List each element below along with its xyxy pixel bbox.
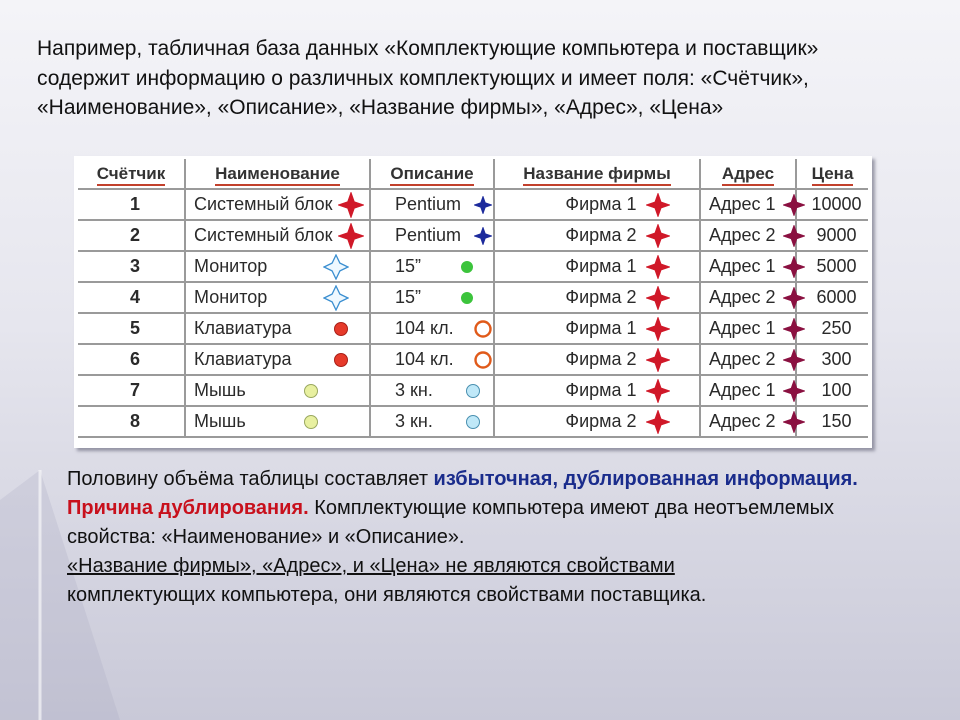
- header-address: Адрес: [700, 159, 796, 189]
- cell-description: 3 кн.: [370, 375, 494, 406]
- red-star-marker: [338, 192, 364, 218]
- cell-name: Системный блок: [185, 189, 370, 220]
- cell-address: Адрес 2: [700, 406, 796, 437]
- properties-underlined: «Название фирмы», «Адрес», и «Цена» не являются свойствами: [67, 555, 675, 577]
- table-row: [78, 282, 868, 313]
- green-dot-marker: [460, 291, 474, 305]
- cell-description: 104 кл.: [370, 344, 494, 375]
- table-row: [78, 313, 868, 344]
- cell-firm: Фирма 2: [494, 282, 700, 313]
- red-dot-marker: [333, 321, 349, 337]
- cell-firm: Фирма 1: [494, 251, 700, 282]
- redundancy-line: Половину объёма таблицы составляет избыточная, дублированная информация.: [67, 468, 858, 490]
- table-row: [78, 220, 868, 251]
- orange-ring-marker: [474, 320, 492, 338]
- cyan-dot-marker: [465, 383, 481, 399]
- cell-counter: 8: [78, 406, 185, 437]
- cell-address: Адрес 2: [700, 344, 796, 375]
- cell-firm: Фирма 2: [494, 344, 700, 375]
- cell-name: Системный блок: [185, 220, 370, 251]
- yellow-dot-marker: [303, 383, 319, 399]
- cell-firm: Фирма 1: [494, 313, 700, 344]
- cell-address: Адрес 1: [700, 189, 796, 220]
- header-firm: Название фирмы: [494, 159, 700, 189]
- redundancy-highlight: избыточная, дублированная информация.: [433, 468, 858, 490]
- cell-firm: Фирма 2: [494, 220, 700, 251]
- table-row: [78, 251, 868, 282]
- red-star-marker: [646, 224, 670, 248]
- explanation-block: [67, 465, 887, 610]
- header-price: Цена: [796, 159, 868, 189]
- reason-line: Причина дублирования. Комплектующие компьютера имеют два неотъемлемых свойства: «Наименование» и «Описание».: [67, 497, 834, 548]
- cell-price: 300: [796, 344, 868, 375]
- cell-price: 250: [796, 313, 868, 344]
- red-star-marker: [646, 317, 670, 341]
- yellow-dot-marker: [303, 414, 319, 430]
- cell-address: Адрес 1: [700, 251, 796, 282]
- cell-price: 150: [796, 406, 868, 437]
- table-row: [78, 375, 868, 406]
- header-description: Описание: [370, 159, 494, 189]
- header-counter: Счётчик: [78, 159, 185, 189]
- blue-star-marker: [474, 227, 492, 245]
- cell-price: 10000: [796, 189, 868, 220]
- cell-counter: 1: [78, 189, 185, 220]
- table-row: [78, 406, 868, 437]
- red-dot-marker: [333, 352, 349, 368]
- cell-description: 15”: [370, 251, 494, 282]
- cell-address: Адрес 2: [700, 282, 796, 313]
- cell-description: 104 кл.: [370, 313, 494, 344]
- blue-star-marker: [474, 196, 492, 214]
- cell-address: Адрес 1: [700, 375, 796, 406]
- cell-name: Монитор: [185, 282, 370, 313]
- cell-firm: Фирма 1: [494, 189, 700, 220]
- cell-price: 5000: [796, 251, 868, 282]
- cell-counter: 3: [78, 251, 185, 282]
- properties-line: «Название фирмы», «Адрес», и «Цена» не являются свойствами комплектующих компьютера, они являются свойствами поставщика.: [67, 555, 707, 606]
- cell-name: Клавиатура: [185, 344, 370, 375]
- cell-address: Адрес 1: [700, 313, 796, 344]
- cell-name: Монитор: [185, 251, 370, 282]
- cell-name: Клавиатура: [185, 313, 370, 344]
- cyan-dot-marker: [465, 414, 481, 430]
- red-star-marker: [646, 348, 670, 372]
- cell-description: Pentium: [370, 220, 494, 251]
- red-star-marker: [338, 223, 364, 249]
- cell-price: 6000: [796, 282, 868, 313]
- table-header-row: [78, 159, 868, 189]
- cell-firm: Фирма 1: [494, 375, 700, 406]
- intro-paragraph: Например, табличная база данных «Комплектующие компьютера и поставщик» содержит информацию о различных комплектующих и имеет поля: «Счётчик», «Наименование», «Описание», «Название фирмы», «Адрес», «Цена»: [37, 37, 819, 119]
- cell-counter: 2: [78, 220, 185, 251]
- green-dot-marker: [460, 260, 474, 274]
- blue-outline-star-marker: [323, 254, 349, 280]
- header-name: Наименование: [185, 159, 370, 189]
- orange-ring-marker: [474, 351, 492, 369]
- cell-counter: 6: [78, 344, 185, 375]
- cell-description: 15”: [370, 282, 494, 313]
- components-table: [74, 156, 872, 448]
- table-row: [78, 344, 868, 375]
- cell-description: 3 кн.: [370, 406, 494, 437]
- red-star-marker: [646, 410, 670, 434]
- cell-description: Pentium: [370, 189, 494, 220]
- red-star-marker: [646, 379, 670, 403]
- red-star-marker: [646, 255, 670, 279]
- cell-counter: 4: [78, 282, 185, 313]
- reason-label: Причина дублирования.: [67, 497, 309, 519]
- cell-firm: Фирма 2: [494, 406, 700, 437]
- blue-outline-star-marker: [323, 285, 349, 311]
- red-star-marker: [646, 193, 670, 217]
- cell-name: Мышь: [185, 375, 370, 406]
- red-star-marker: [646, 286, 670, 310]
- cell-address: Адрес 2: [700, 220, 796, 251]
- cell-price: 100: [796, 375, 868, 406]
- cell-counter: 7: [78, 375, 185, 406]
- cell-counter: 5: [78, 313, 185, 344]
- cell-price: 9000: [796, 220, 868, 251]
- table-row: [78, 189, 868, 220]
- cell-name: Мышь: [185, 406, 370, 437]
